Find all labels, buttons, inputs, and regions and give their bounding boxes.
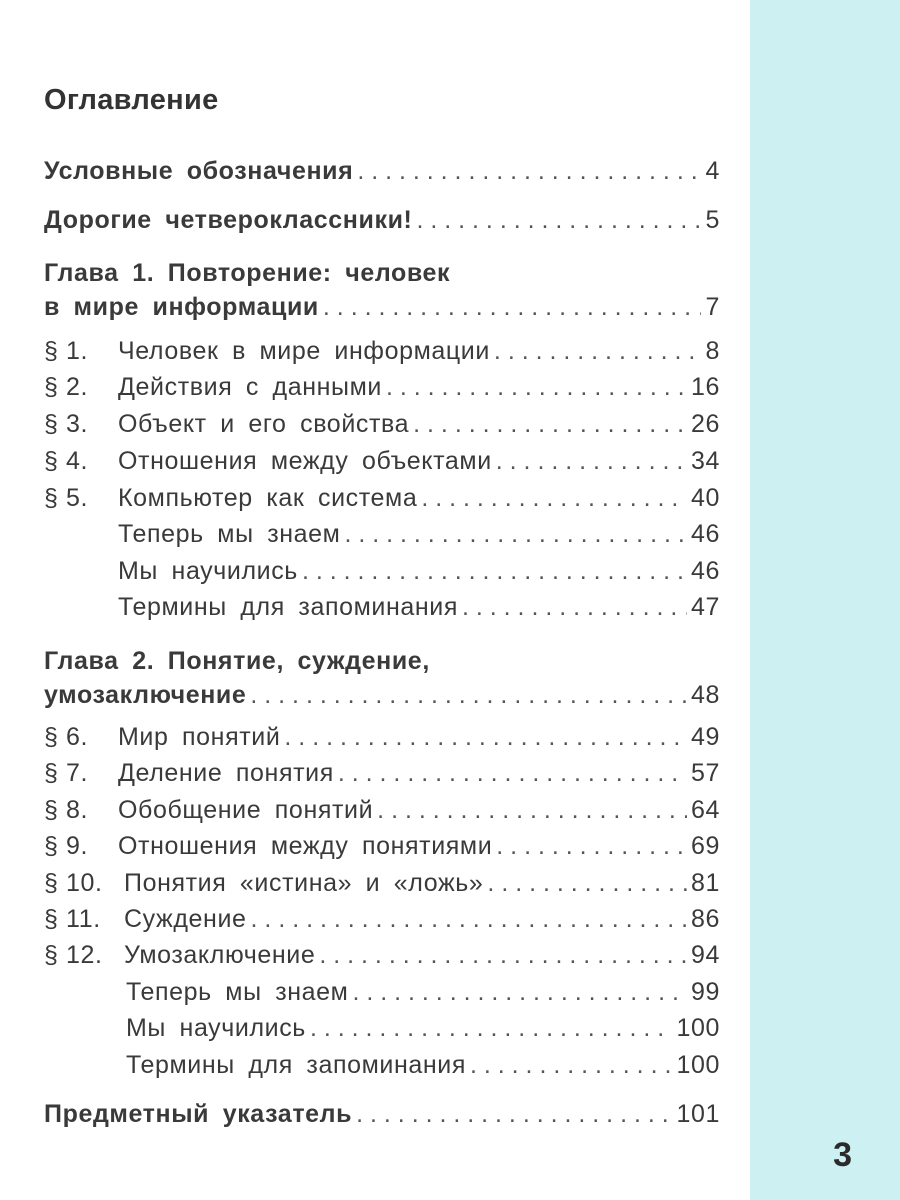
leader-dots: [352, 975, 687, 1009]
section-number: § 4.: [44, 447, 89, 475]
section-number: § 5.: [44, 484, 89, 512]
toc-entry-index[interactable]: [44, 1097, 720, 1131]
leader-dots: [487, 866, 687, 900]
toc-section[interactable]: [44, 720, 720, 754]
entry-label: Человек в мире информации: [118, 337, 490, 365]
entry-label: Дорогие четвероклассники!: [44, 206, 413, 234]
section-number: § 8.: [44, 796, 89, 824]
toc-section[interactable]: [44, 334, 720, 368]
entry-label: Обобщение понятий: [118, 796, 374, 824]
toc-section[interactable]: [44, 407, 720, 441]
leader-dots: [470, 1048, 673, 1082]
toc-summary-entry[interactable]: [118, 517, 720, 551]
entry-page: 100: [676, 1014, 720, 1042]
toc-summary-entry[interactable]: [118, 590, 720, 624]
toc-section[interactable]: [44, 866, 720, 900]
leader-dots: [323, 290, 702, 324]
leader-dots: [462, 590, 687, 624]
toc-summary-entry[interactable]: [126, 1011, 720, 1045]
toc-section[interactable]: [44, 938, 720, 972]
section-number: § 2.: [44, 373, 89, 401]
leader-dots: [284, 720, 687, 754]
entry-page: 57: [690, 759, 720, 787]
leader-dots: [416, 203, 701, 237]
page-number: 3: [833, 1136, 852, 1174]
entry-page: 64: [690, 796, 720, 824]
toc-entry-greeting[interactable]: [44, 203, 720, 237]
entry-page: 26: [690, 410, 720, 438]
toc-title: Оглавление: [44, 84, 219, 116]
entry-page: 16: [690, 373, 720, 401]
entry-label: Мир понятий: [118, 723, 281, 751]
entry-page: 5: [705, 206, 720, 234]
entry-label: Компьютер как система: [118, 484, 418, 512]
chapter-1-entry[interactable]: [44, 290, 720, 324]
entry-page: 99: [690, 978, 720, 1006]
section-number: § 6.: [44, 723, 89, 751]
leader-dots: [319, 938, 687, 972]
page-margin-strip: [750, 0, 900, 1200]
entry-page: 8: [705, 337, 720, 365]
leader-dots: [413, 407, 687, 441]
section-number: § 9.: [44, 832, 89, 860]
section-number: § 12.: [44, 941, 103, 969]
entry-label: Мы научились: [118, 557, 298, 585]
entry-label: Условные обозначения: [44, 157, 354, 185]
leader-dots: [386, 370, 687, 404]
entry-label: Предметный указатель: [44, 1100, 353, 1128]
section-number: § 11.: [44, 905, 101, 933]
leader-dots: [251, 902, 687, 936]
entry-label: Термины для запоминания: [118, 593, 458, 621]
entry-page: 101: [676, 1100, 720, 1128]
toc-summary-entry[interactable]: [126, 1048, 720, 1082]
chapter-2-entry[interactable]: [44, 678, 720, 712]
entry-label: Отношения между объектами: [118, 447, 492, 475]
leader-dots: [494, 334, 702, 368]
leader-dots: [338, 756, 687, 790]
entry-label: Объект и его свойства: [118, 410, 410, 438]
toc-section[interactable]: [44, 793, 720, 827]
entry-page: 81: [690, 869, 720, 897]
entry-label: Деление понятия: [118, 759, 334, 787]
entry-label: Термины для запоминания: [126, 1051, 466, 1079]
entry-page: 46: [690, 520, 720, 548]
entry-page: 7: [705, 293, 720, 321]
section-number: § 3.: [44, 410, 89, 438]
entry-page: 86: [690, 905, 720, 933]
section-number: § 1.: [44, 337, 89, 365]
chapter-1-title[interactable]: Глава 1. Повторение: человек: [44, 259, 451, 287]
entry-label: Действия с данными: [118, 373, 382, 401]
entry-page: 48: [690, 681, 720, 709]
table-of-contents: [44, 0, 720, 1200]
toc-section[interactable]: [44, 444, 720, 478]
entry-label: умозаключение: [44, 681, 247, 709]
entry-page: 34: [690, 447, 720, 475]
entry-label: в мире информации: [44, 293, 319, 321]
leader-dots: [357, 154, 701, 188]
entry-page: 94: [690, 941, 720, 969]
toc-section[interactable]: [44, 370, 720, 404]
entry-label: Отношения между понятиями: [118, 832, 493, 860]
leader-dots: [377, 793, 687, 827]
leader-dots: [310, 1011, 673, 1045]
toc-summary-entry[interactable]: [118, 554, 720, 588]
entry-label: Умозаключение: [124, 941, 316, 969]
entry-label: Понятия «истина» и «ложь»: [124, 869, 484, 897]
entry-label: Суждение: [124, 905, 247, 933]
section-number: § 7.: [44, 759, 89, 787]
entry-page: 47: [690, 593, 720, 621]
entry-page: 100: [676, 1051, 720, 1079]
entry-page: 69: [690, 832, 720, 860]
toc-summary-entry[interactable]: [126, 975, 720, 1009]
toc-entry-legend[interactable]: [44, 154, 720, 188]
entry-page: 4: [705, 157, 720, 185]
leader-dots: [421, 481, 687, 515]
leader-dots: [496, 444, 687, 478]
leader-dots: [302, 554, 687, 588]
entry-page: 40: [690, 484, 720, 512]
entry-page: 49: [690, 723, 720, 751]
entry-label: Теперь мы знаем: [118, 520, 341, 548]
section-number: § 10.: [44, 869, 103, 897]
entry-label: Теперь мы знаем: [126, 978, 349, 1006]
leader-dots: [496, 829, 687, 863]
entry-label: Мы научились: [126, 1014, 306, 1042]
toc-section[interactable]: [44, 829, 720, 863]
leader-dots: [250, 678, 687, 712]
leader-dots: [356, 1097, 672, 1131]
leader-dots: [344, 517, 687, 551]
toc-section[interactable]: [44, 481, 720, 515]
entry-page: 46: [690, 557, 720, 585]
chapter-2-title[interactable]: Глава 2. Понятие, суждение,: [44, 647, 430, 675]
toc-section[interactable]: [44, 756, 720, 790]
toc-section[interactable]: [44, 902, 720, 936]
